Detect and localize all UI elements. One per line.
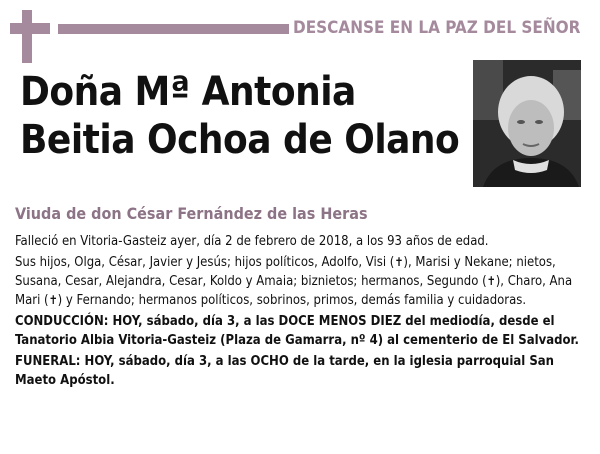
header-title: DESCANSE EN LA PAZ DEL SEÑOR	[293, 18, 581, 38]
header-rule	[58, 24, 289, 34]
cross-horizontal-bar	[10, 23, 50, 34]
portrait-image	[473, 60, 581, 187]
small-cross-icon: ✝	[48, 293, 58, 307]
family-text-c: ), Charo, Ana Mari (	[15, 274, 573, 308]
family-text-d: ) y Fernando; hermanos políticos, sobrinos, primos, demás familia y cuidadoras.	[57, 293, 527, 308]
subtitle-widow: Viuda de don César Fernández de las Heras	[15, 204, 368, 223]
death-notice: Falleció en Vitoria-Gasteiz ayer, día 2 de febrero de 2018, a los 93 años de edad.	[15, 234, 489, 249]
portrait-photo	[473, 60, 581, 187]
obituary-body	[15, 232, 583, 392]
small-cross-icon: ✝	[394, 255, 404, 269]
small-cross-icon: ✝	[486, 274, 496, 288]
family-text-b: ), Marisi y Nekane; nietos, Susana, Cesar, Alejandra, Cesar, Koldo y Amaia; biznietos; hermanos, Segundo (	[15, 255, 556, 289]
funeral-notice: FUNERAL: HOY, sábado, día 3, a las OCHO de la tarde, en la iglesia parroquial San Maeto Apóstol.	[15, 354, 554, 388]
deceased-name-line1: Doña Mª Antonia	[20, 69, 356, 115]
deceased-name-line2: Beitia Ochoa de Olano	[20, 117, 460, 163]
family-text-a: Sus hijos, Olga, César, Javier y Jesús; hijos políticos, Adolfo, Visi (	[15, 255, 395, 270]
conduccion-notice: CONDUCCIÓN: HOY, sábado, día 3, a las DOCE MENOS DIEZ del mediodía, desde el Tanatorio Albia Vitoria-Gasteiz (Plaza de Gamarra, nº 4) al cementerio de El Salvador.	[15, 314, 579, 348]
family-list	[15, 253, 583, 310]
cross-vertical-bar	[22, 10, 32, 63]
deceased-name	[20, 68, 470, 164]
